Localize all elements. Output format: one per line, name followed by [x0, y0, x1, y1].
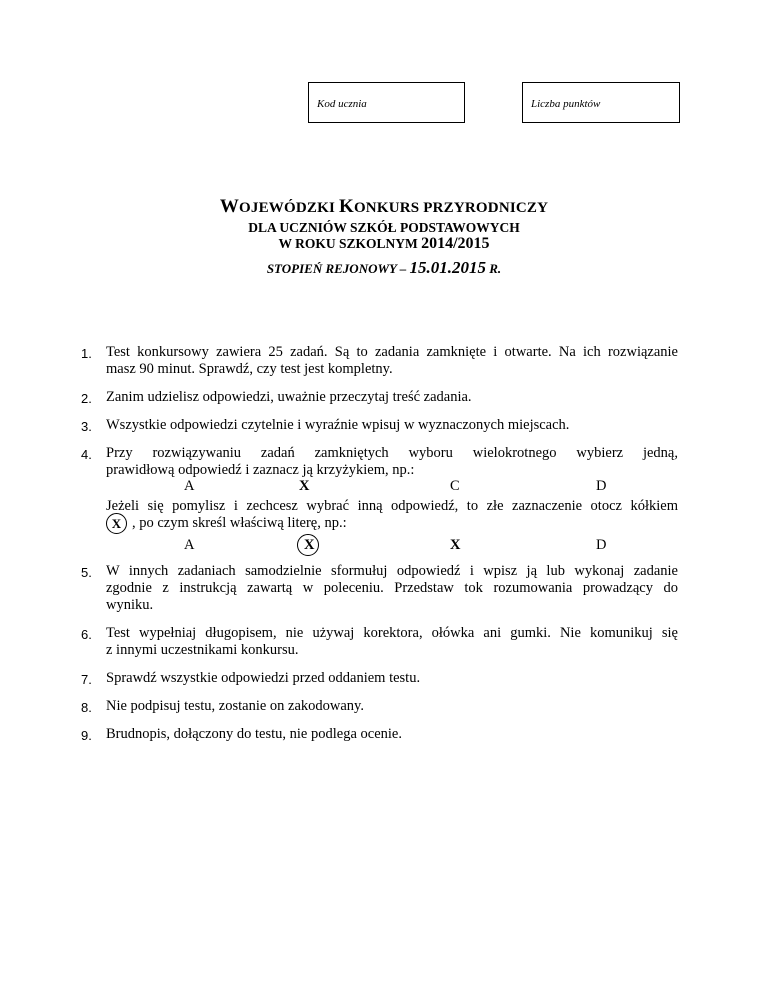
rule-3: 3. Wszystkie odpowiedzi czytelnie i wyraźnie wpisuj w wyznaczonych miejscach.	[81, 417, 570, 434]
example-1-option-b-crossed: X	[299, 478, 310, 494]
inline-circled-x: X	[106, 513, 127, 534]
rule-5: 5. W innych zadaniach samodzielnie sformułuj odpowiedź i wpisz ją lub wykonaj zadanie zgodnie z instrukcją zawartą w poleceniu. Przedstaw tok rozumowania prowadzący do wyniku.	[81, 563, 678, 613]
example-1-option-d: D	[596, 478, 607, 494]
rule-4-correction: Jeżeli się pomylisz i zechcesz wybrać inną odpowiedź, to złe zaznaczenie otocz kółkiem , po czym skreśl właściwą literę, np.:	[106, 498, 678, 531]
kod-ucznia-box[interactable]	[308, 82, 465, 123]
example-2-option-d: D	[596, 537, 607, 553]
example-1-option-a: A	[184, 478, 195, 494]
rule-9: 9. Brudnopis, dołączony do testu, nie podlega ocenie.	[81, 726, 402, 743]
example-2-option-c-crossed: X	[450, 537, 461, 553]
rule-7: 7. Sprawdź wszystkie odpowiedzi przed oddaniem testu.	[81, 670, 421, 687]
example-1-option-c: C	[450, 478, 460, 494]
stage-date: STOPIEŃ REJONOWY – 15.01.2015 R.	[266, 258, 502, 277]
school-year: W ROKU SZKOLNYM 2014/2015	[278, 235, 490, 252]
example-2-option-a: A	[184, 537, 195, 553]
liczba-punktow-label: Liczba punktów	[531, 98, 601, 110]
kod-ucznia-label: Kod ucznia	[317, 98, 367, 110]
rule-8: 8. Nie podpisuj testu, zostanie on zakodowany.	[81, 698, 364, 715]
rule-1: 1. Test konkursowy zawiera 25 zadań. Są to zadania zamknięte i otwarte. Na ich rozwiązanie masz 90 minut. Sprawdź, czy test jest kompletny.	[81, 344, 678, 377]
contest-subtitle: DLA UCZNIÓW SZKÓŁ PODSTAWOWYCH	[248, 220, 520, 235]
example-2-options	[0, 537, 768, 557]
rule-4: 4. Przy rozwiązywaniu zadań zamkniętych wyboru wielokrotnego wybierz jedną, prawidłową odpowiedź i zaznacz ją krzyżykiem, np.:	[81, 445, 678, 478]
liczba-punktow-box[interactable]	[522, 82, 680, 123]
example-2-option-b-circled: X	[304, 537, 315, 553]
rule-6: 6. Test wypełniaj długopisem, nie używaj korektora, ołówka ani gumki. Nie komunikuj się z innymi uczestnikami konkursu.	[81, 625, 678, 658]
contest-title: WOJEWÓDZKI KONKURS PRZYRODNICZY	[219, 196, 549, 217]
rule-2: 2. Zanim udzielisz odpowiedzi, uważnie przeczytaj treść zadania.	[81, 389, 472, 406]
example-1-options	[0, 478, 768, 498]
